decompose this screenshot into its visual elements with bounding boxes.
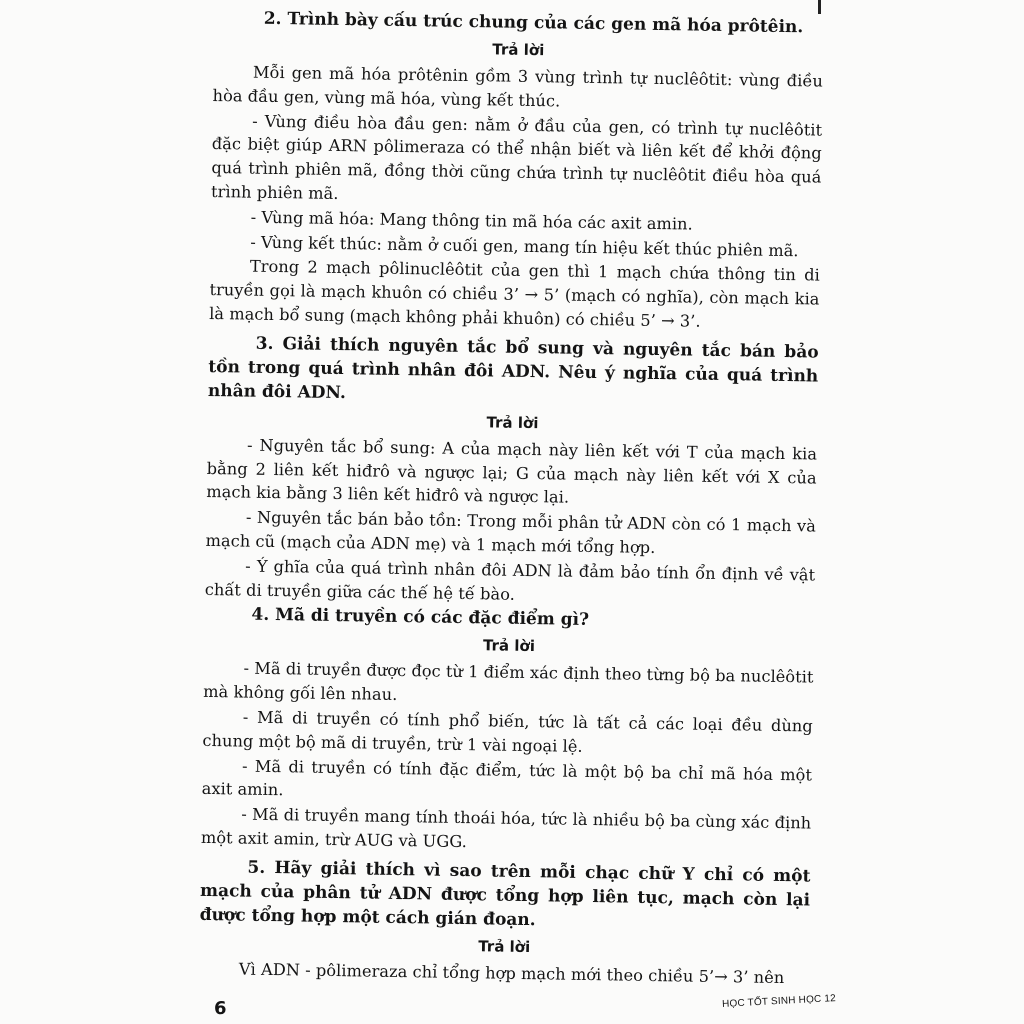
paragraph: - Nguyên tắc bổ sung: A của mạch này liên kết với T của mạch kia bằng 2 liên kết hiđrô và ngược lại; G của mạch này liên kết với X của mạch kia bằng 3 liên kết hiđrô và ngược lại.	[206, 435, 818, 507]
question-5-title: 5. Hãy giải thích vì sao trên mỗi chạc chữ Y chỉ có một mạch của phân tử ADN được tổng hợp liên tục, mạch còn lại được tổng hợp một cách gián đoạn.	[199, 857, 811, 930]
paragraph: Trong 2 mạch pôlinuclêôtit của gen thì 1 mạch chứa thông tin di truyền gọi là mạch khuôn có chiều 3’ → 5’ (mạch có nghĩa), còn mạch kia là mạch bổ sung (mạch không phải khuôn) có chiều 5’ → 3’.	[209, 256, 820, 331]
paragraph: - Mã di truyền có tính phổ biến, tức là tất cả các loại đều dùng chung một bộ mã di truyền, trừ 1 vài ngoại lệ.	[202, 707, 813, 756]
paragraph: Mỗi gen mã hóa prôtênin gồm 3 vùng trình tự nuclêôtit: vùng điều hòa đầu gen, vùng mã hóa, vùng kết thúc.	[212, 62, 824, 111]
answer-label: Trả lời	[478, 936, 531, 956]
question-3-title: 3. Giải thích nguyên tắc bổ sung và nguyên tắc bán bảo tồn trong quá trình nhân đôi ADN. Nêu ý nghĩa của quá trình nhân đôi ADN.	[207, 333, 819, 403]
paragraph: - Mã di truyền được đọc từ 1 điểm xác định theo từng bộ ba nuclêôtit mà không gối lên nhau.	[203, 658, 814, 705]
paragraph: - Mã di truyền mang tính thoái hóa, tức là nhiều bộ ba cùng xác định một axit amin, trừ AUG và UGG.	[200, 804, 812, 851]
question-4-title: 4. Mã di truyền có các đặc điểm gì?	[251, 605, 590, 631]
paragraph: - Vùng điều hòa đầu gen: nằm ở đầu của gen, có trình tự nuclêôtit đặc biệt giúp ARN pôlimeraza có thể nhận biết và liên kết để khởi động quá trình phiên mã, đồng thời cũng chứa trình tự nuclêôtit điều hòa quá trình phiên mã.	[210, 111, 823, 203]
paragraph: - Ý ghĩa của quá trình nhân đôi ADN là đảm bảo tính ổn định về vật chất di truyền giữa các thế hệ tế bào.	[204, 556, 816, 604]
paragraph: - Vùng mã hóa: Mang thông tin mã hóa các axit amin.	[250, 207, 693, 234]
paragraph: Vì ADN - pôlimeraza chỉ tổng hợp mạch mới theo chiều 5’→ 3’ nên	[238, 959, 785, 987]
question-2-title: 2. Trình bày cấu trúc chung của các gen mã hóa prôtêin.	[263, 8, 804, 38]
page-edge-mark	[818, 0, 821, 14]
answer-label: Trả lời	[482, 636, 536, 656]
paragraph: - Vùng kết thúc: nằm ở cuối gen, mang tín hiệu kết thúc phiên mã.	[250, 232, 799, 260]
book-title-footer: HỌC TỐT SINH HỌC 12	[721, 993, 837, 1010]
paragraph: - Mã di truyền có tính đặc điểm, tức là một bộ ba chỉ mã hóa một axit amin.	[201, 756, 813, 800]
answer-label: Trả lời	[486, 413, 539, 432]
paragraph: - Nguyên tắc bán bảo tồn: Trong mỗi phân tử ADN còn có 1 mạch và mạch cũ (mạch của ADN mẹ) và 1 mạch mới tổng hợp.	[205, 507, 817, 557]
page-text-block	[199, 6, 824, 991]
answer-label: Trả lời	[492, 40, 545, 60]
page-number: 6	[214, 998, 227, 1019]
